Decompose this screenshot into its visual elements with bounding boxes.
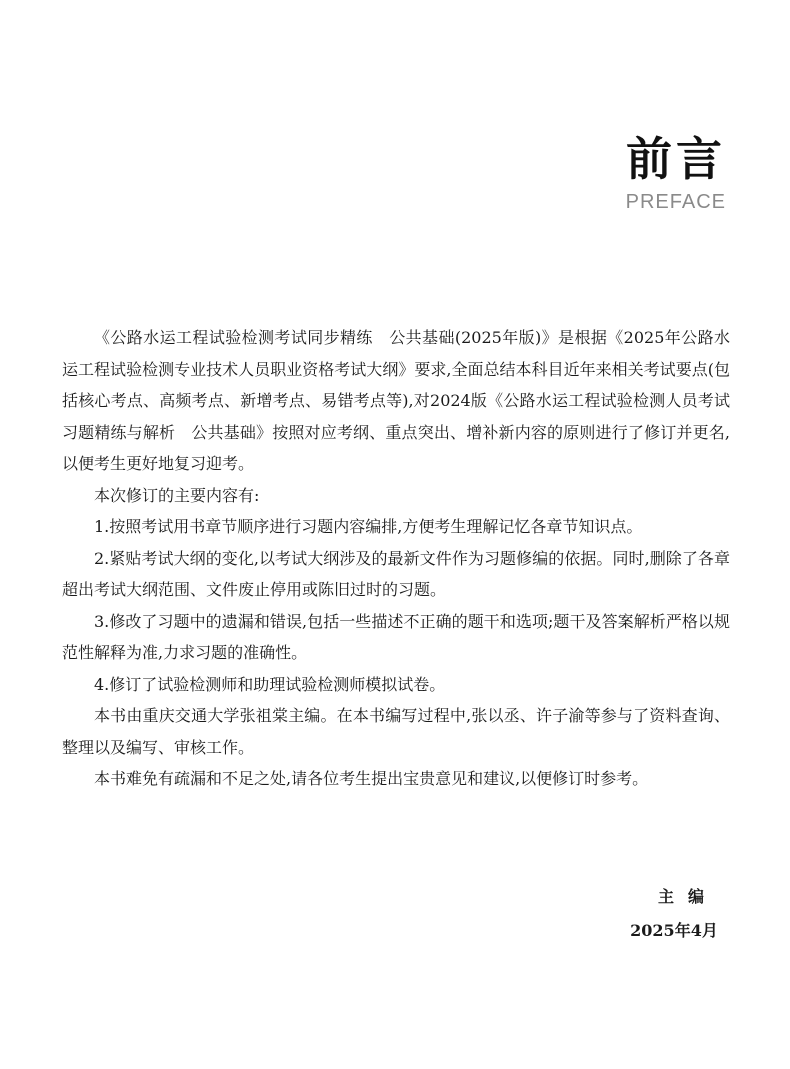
- signature-role: 主编: [657, 887, 718, 906]
- page-title: 前言: [626, 132, 726, 186]
- paragraph-authors: 本书由重庆交通大学张祖棠主编。在本书编写过程中,张以丞、许子渝等参与了资料查询、整理以及编写、审核工作。: [62, 706, 730, 757]
- paragraph-revision-heading: 本次修订的主要内容有:: [94, 485, 260, 505]
- paragraph-closing: 本书难免有疏漏和不足之处,请各位考生提出宝贵意见和建议,以便修订时参考。: [94, 769, 649, 788]
- preface-body: [62, 322, 730, 795]
- paragraph-revision-item-4: 4.修订了试验检测师和助理试验检测师模拟试卷。: [94, 674, 446, 694]
- title-block: [626, 130, 726, 216]
- signature-block: [630, 880, 718, 948]
- paragraph-revision-item-3: 3.修改了习题中的遗漏和错误,包括一些描述不正确的题干和选项;题干及答案解析严格以规范性解释为准,力求习题的准确性。: [62, 611, 730, 662]
- paragraph-revision-item-1: 1.按照考试用书章节顺序进行习题内容编排,方便考生理解记忆各章节知识点。: [94, 517, 643, 536]
- paragraph-revision-item-2: 2.紧贴考试大纲的变化,以考试大纲涉及的最新文件作为习题修编的依据。同时,删除了各章超出考试大纲范围、文件废止停用或陈旧过时的习题。: [62, 548, 730, 599]
- page-subtitle: PREFACE: [625, 191, 726, 213]
- signature-date: 2025年4月: [630, 921, 718, 940]
- paragraph-intro: 《公路水运工程试验检测考试同步精练 公共基础(2025年版)》是根据《2025年公路水运工程试验检测专业技术人员职业资格考试大纲》要求,全面总结本科目近年来相关考试要点(包括核心考点、高频考点、新增考点、易错考点等),对2024版《公路水运工程试验检测人员考试习题精练与解析 公共基础》按照对应考纲、重点突出、增补新内容的原则进行了修订并更名,以便考生更好地复习迎考。: [62, 328, 730, 473]
